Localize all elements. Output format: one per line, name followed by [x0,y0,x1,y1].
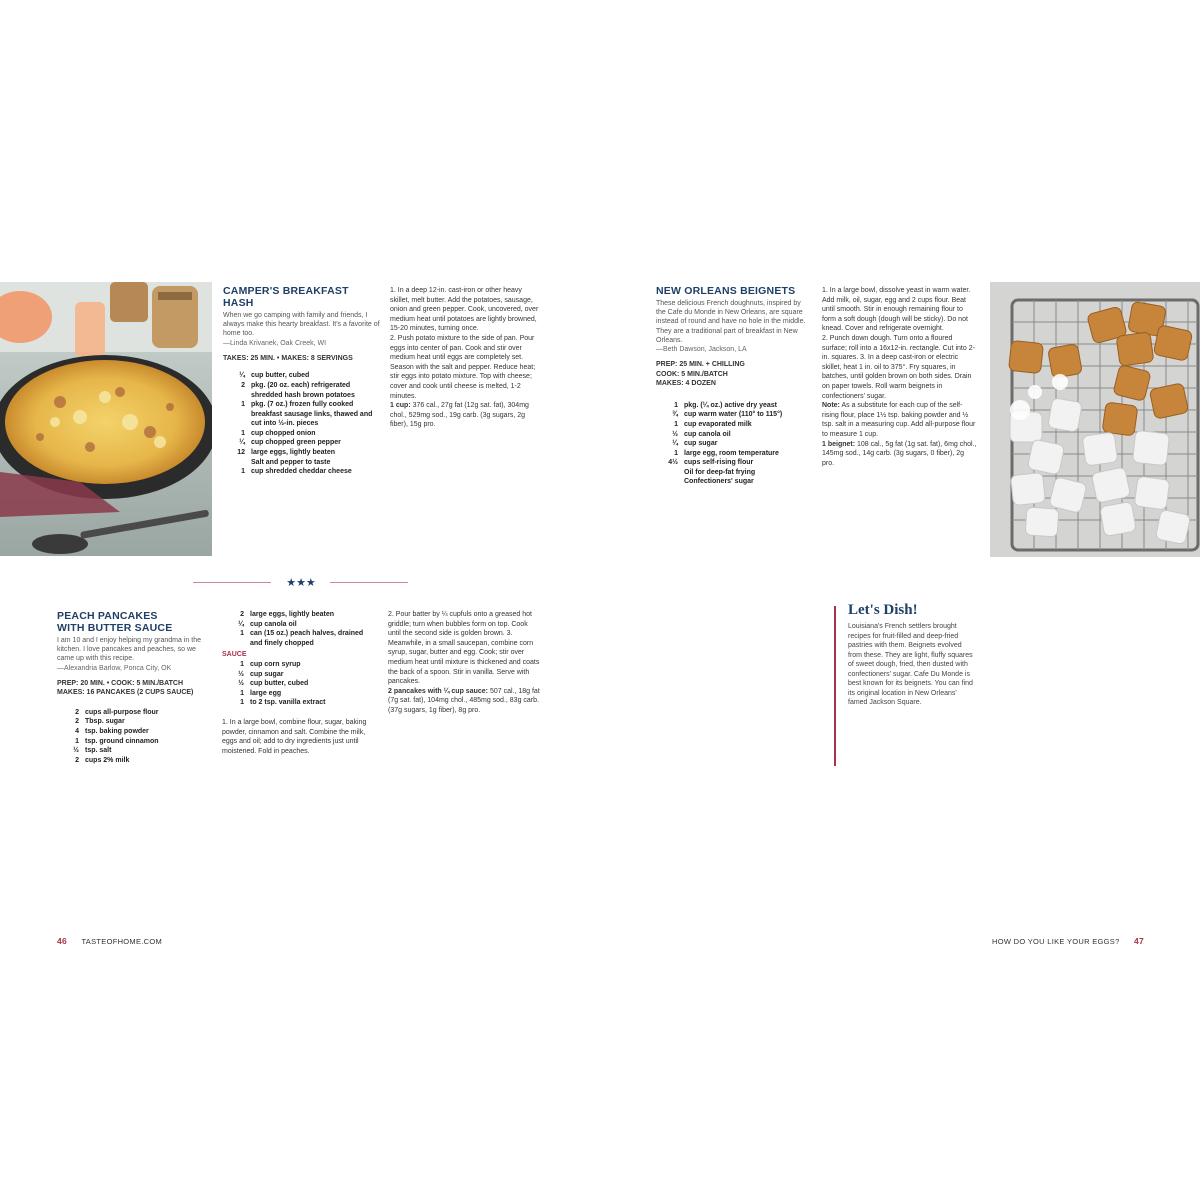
ingredient-text: cup canola oil [684,430,731,438]
ingredient-text: cup warm water (110° to 115°) [684,411,783,419]
right-folio [940,936,1144,946]
ingredient-qty: ½ [73,747,79,755]
star-icons: ★★★ [286,577,316,589]
ingredient-row [223,381,380,400]
ingredient-row [223,458,380,468]
ingredient-row [656,420,806,430]
ingredient-qty: 12 [237,449,245,457]
direction-step: 1. In a large bowl, combine flour, sugar, baking powder, cinnamon and salt. Combine the milk, eggs and oil; add to dry ingredients just until moistened. Fold in peaches. [222,718,367,755]
direction-step: 2. Pour batter by ¼ cupfuls onto a greased hot griddle; turn when bubbles form on top. Cook until the second side is golden brown. 3. Meanwhile, in a small saucepan, combine corn syrup, sugar, butter and egg. Cook; stir over medium heat until mixture is thickened and coats the back of a spoon. Stir in vanilla. Serve with pancakes. [388,611,540,686]
ingredient-text: cup canola oil [250,620,297,628]
ingredient-qty: ¼ [672,440,678,448]
ingredient-qty: 4 [75,728,79,735]
ingredient-row [656,458,806,468]
recipe-author: —Linda Krivanek, Oak Creek, WI [223,339,327,347]
ingredient-text: large eggs, lightly beaten [250,611,335,618]
recipe-intro [57,636,209,673]
note-label: Note: [822,402,840,410]
ingredient-text: cup chopped green pepper [251,439,341,447]
nutrition-facts [390,401,540,430]
ingredient-qty: 1 [674,449,678,457]
title-line: WITH BUTTER SAUCE [57,622,173,634]
ingredient-text: cup butter, cubed [251,372,310,380]
ingredient-row [656,477,806,487]
ingredient-text: cups self-rising flour [684,459,754,467]
ingredient-row [222,629,372,648]
divider-line-left [193,582,271,583]
ingredient-qty [223,458,251,468]
ingredient-qty: 2 [75,718,79,726]
sauce-heading: SAUCE [222,651,247,659]
ingredient-text: pkg. (¼ oz.) active dry yeast [684,401,777,409]
direction-step: 1. In a large bowl, dissolve yeast in warm water. Add milk, oil, sugar, egg and 2 cups flour. Beat until smooth. Stir in enough remaining flour to form a soft dough (dough will be sticky). Do not knead. Cover and refrigerate overnight. [822,287,971,333]
beignets-photo [990,282,1200,557]
left-folio [57,936,257,946]
lets-dish-sidebar [834,602,974,766]
ingredient-row [223,400,380,429]
ingredient-text: can (15 oz.) peach halves, drained and finely chopped [250,630,364,647]
pancakes-directions [388,610,540,716]
ingredient-list [223,371,380,477]
direction-step: 2. Push potato mixture to the side of pan. Pour eggs into center of pan. Cook and stir over medium heat until eggs are completely set. Season with the salt and pepper. Reduce heat; stir eggs into potato mixture. Top with cheese; cover and cook until cheese is melted, 1-2 minutes. [390,334,536,400]
prep-cook: PREP: 20 MIN. • COOK: 5 MIN./BATCH [57,679,183,687]
sidebar-rule [834,606,836,766]
ingredient-qty: ½ [238,670,244,678]
ingredient-row [57,737,209,747]
sidebar-content [848,602,974,708]
ingredient-qty: 1 [241,401,245,409]
ingredient-text: to 2 tsp. vanilla extract [250,699,326,707]
intro-text: When we go camping with family and friends, I always make this hearty breakfast. It's a favorite of home too. [223,312,380,338]
ingredient-qty: ½ [672,430,678,438]
beignets-on-rack-illustration [990,282,1200,557]
ingredient-qty: ¼ [238,620,244,628]
ingredient-row [222,620,372,630]
ingredient-text: Salt and pepper to taste [251,458,331,466]
ingredient-qty: 2 [240,611,244,618]
ingredient-row [222,679,372,689]
recipe-note [822,401,978,439]
ingredient-list [656,401,806,487]
ingredient-row [656,401,806,411]
divider-line-right [330,582,408,583]
recipe-title [57,610,209,634]
skillet-hash-illustration [0,282,212,556]
sidebar-title: Let's Dish! [848,602,918,618]
ingredient-qty: ¼ [239,372,245,380]
ingredient-row [222,698,372,708]
ingredient-text: large egg, room temperature [684,449,779,457]
ingredient-row [57,727,209,737]
ingredient-row [656,430,806,440]
ingredient-text: pkg. (20 oz. each) refrigerated shredded hash brown potatoes [251,381,355,399]
ingredient-text: Oil for deep-fat frying [684,468,756,476]
ingredient-text: cup sugar [684,440,718,448]
title-line: PEACH PANCAKES [57,610,158,622]
ingredient-qty [656,468,684,478]
page-number: 46 [57,936,68,946]
ingredient-row [222,670,372,680]
ingredient-text: tsp. salt [85,747,112,755]
nutrition-facts [388,687,540,716]
ingredient-qty: ¼ [239,439,245,447]
pancakes-ingredients-2 [222,610,372,756]
ingredient-qty: 1 [240,630,244,638]
recipe-intro [656,299,806,354]
ingredient-list [222,610,372,648]
nutrition-facts [822,440,978,469]
ingredient-text: tsp. ground cinnamon [85,737,159,745]
ingredient-qty: 2 [75,708,79,716]
ingredient-qty: 1 [674,420,678,428]
ingredient-row [656,439,806,449]
direction-step: 2. Punch down dough. Turn onto a floured surface; roll into a 16x12-in. rectangle. Cut into 2-in. squares. 3. In a deep cast-iron or electric skillet, heat 1 in. oil to 375°. Fry squares, in batches, until golden brown on both sides. Drain on paper towels. Roll warm beignets in confectioners' sugar. [822,334,975,400]
ingredient-text: large eggs, lightly beaten [251,449,336,457]
ingredient-row [656,468,806,478]
beignets-recipe [656,285,806,487]
sidebar-body: Louisiana's French settlers brought recipes for fruit-filled and deep-fried pastries with them. Beignets evolved from these. They are light, fluffy squares of sweet dough, fried, then dusted with confectioners' sugar. Cafe Du Monde is best known for its beignets. You can find its original location in New Orleans' famed Jackson Square. [848,623,973,706]
ingredient-row [222,610,372,620]
site-name: TASTEOFHOME.COM [81,937,163,946]
section-divider [193,576,408,590]
campers-hash-photo [0,282,212,556]
ingredient-text: Confectioners' sugar [684,478,754,486]
ingredient-row [656,410,806,420]
recipe-title: NEW ORLEANS BEIGNETS [656,285,796,297]
ingredient-row [57,756,209,766]
ingredient-qty: 2 [75,756,79,764]
ingredient-qty: 1 [240,660,244,668]
ingredient-qty: 1 [674,401,678,409]
ingredient-qty: 1 [241,468,245,476]
nutrition-label: 1 beignet: [822,440,856,448]
nutrition-text: 507 cal., 18g fat (7g sat. fat), 104mg chol., 485mg sod., 83g carb. (37g sugars, 1g fiber), 8g pro. [388,687,540,714]
campers-recipe [223,285,380,477]
ingredient-text: tsp. baking powder [85,728,149,735]
ingredient-row [57,717,209,727]
nutrition-text: 376 cal., 27g fat (12g sat. fat), 304mg chol., 529mg sod., 19g carb. (3g sugars, 2g fiber), 15g pro. [390,402,529,429]
ingredient-row [656,449,806,459]
ingredient-text: cup shredded cheddar cheese [251,468,352,476]
campers-directions [390,286,540,430]
ingredient-row [57,746,209,756]
ingredient-text: cup evaporated milk [684,420,752,428]
ingredient-row [222,689,372,699]
nutrition-label: 2 pancakes with ¼ cup sauce: [388,687,488,695]
ingredient-list [57,708,209,766]
ingredient-qty: 1 [75,737,79,745]
ingredient-row [223,467,380,477]
ingredient-text: cups all-purpose flour [85,708,159,716]
page-number: 47 [1133,936,1144,946]
ingredient-row [223,438,380,448]
recipe-intro [223,311,380,348]
recipe-title: CAMPER'S BREAKFAST HASH [223,285,349,309]
nutrition-text: 108 cal., 5g fat (1g sat. fat), 6mg chol., 145mg sod., 14g carb. (3g sugars, 0 fiber), 2g pro. [822,440,977,467]
ingredient-qty: 1 [240,699,244,707]
ingredient-qty: 1 [241,429,245,437]
ingredient-row [57,708,209,718]
ingredient-text: large egg [250,689,282,697]
ingredient-text: cup sugar [250,670,284,678]
nutrition-label: 1 cup: [390,402,411,410]
prep-time: PREP: 25 MIN. + CHILLING [656,361,745,369]
makes: MAKES: 4 DOZEN [656,380,716,388]
recipe-meta: TAKES: 25 MIN. • MAKES: 8 SERVINGS [223,354,353,362]
recipe-author: —Beth Dawson, Jackson, LA [656,346,747,354]
ingredient-qty: ¾ [672,411,678,419]
cook-time: COOK: 5 MIN./BATCH [656,370,728,378]
ingredient-qty: ½ [238,680,244,688]
intro-text: I am 10 and I enjoy helping my grandma in the kitchen. I love pancakes and peaches, so we came up with this recipe. [57,637,201,663]
ingredient-text: cup butter, cubed [250,680,309,688]
direction-step: 1. In a deep 12-in. cast-iron or other heavy skillet, melt butter. Add the potatoes, sausage, onion and green pepper. Cook, uncovered, over medium heat until potatoes are lightly browned, 15-20 minutes, turning once. [390,287,539,333]
pancakes-recipe [57,610,209,765]
ingredient-text: cups 2% milk [85,756,130,764]
ingredient-text: pkg. (7 oz.) frozen fully cooked breakfast sausage links, thawed and cut into ½-in. pieces [251,401,373,428]
ingredient-row [223,371,380,381]
ingredient-text: cup corn syrup [250,660,301,668]
recipe-author: —Alexandria Barlow, Ponca City, OK [57,664,172,672]
ingredient-row [223,429,380,439]
ingredient-qty: 4½ [668,459,678,467]
ingredient-row [223,448,380,458]
ingredient-text: Tbsp. sugar [85,718,125,726]
recipe-meta [656,360,806,389]
chapter-name: HOW DO YOU LIKE YOUR EGGS? [991,937,1120,946]
recipe-meta [57,679,209,698]
note-text: As a substitute for each cup of the self-rising flour, place 1½ tsp. baking powder and ½ tsp. salt in a measuring cup. Add all-purpose flour to measure 1 cup. [822,402,976,438]
sauce-ingredient-list [222,660,372,708]
ingredient-qty: 2 [241,381,245,389]
ingredient-row [222,660,372,670]
intro-text: These delicious French doughnuts, inspired by the Cafe du Monde in New Orleans, are square instead of round and have no hole in the middle. They are a traditional part of breakfast in New Orleans. [656,300,806,344]
ingredient-text: cup chopped onion [251,429,316,437]
beignets-directions [822,286,978,468]
ingredient-qty: 1 [240,689,244,697]
makes: MAKES: 16 PANCAKES (2 CUPS SAUCE) [57,689,194,697]
ingredient-qty [656,477,684,487]
